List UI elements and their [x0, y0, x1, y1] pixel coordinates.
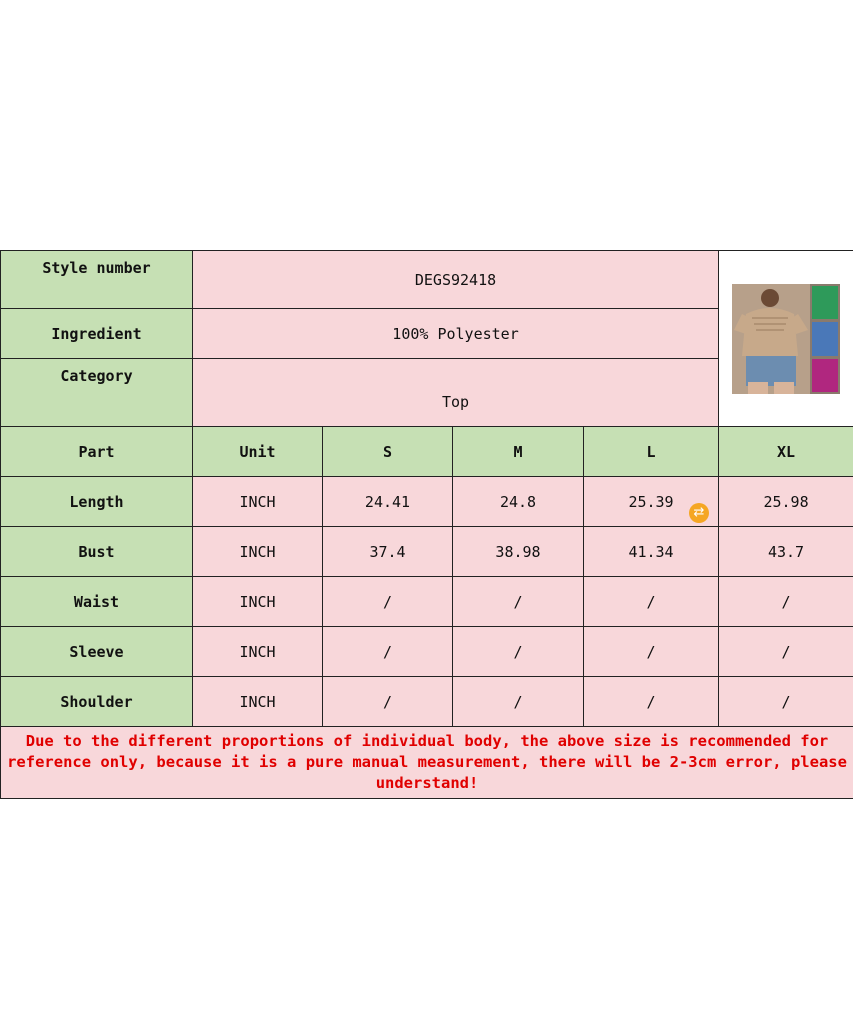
size-value: 38.98	[453, 527, 584, 577]
header-part: Part	[1, 427, 193, 477]
size-value: /	[323, 577, 453, 627]
size-header-row	[1, 427, 853, 477]
header-size-l: L	[584, 427, 719, 477]
size-value: 43.7	[719, 527, 853, 577]
disclaimer-row	[1, 727, 853, 799]
size-value: /	[453, 577, 584, 627]
product-photo	[732, 284, 840, 394]
size-value: 37.4	[323, 527, 453, 577]
part-label: Shoulder	[1, 677, 193, 727]
part-label: Bust	[1, 527, 193, 577]
category-value: Top	[193, 359, 719, 427]
ingredient-value: 100% Polyester	[193, 309, 719, 359]
unit-cell: INCH	[193, 577, 323, 627]
header-size-xl: XL	[719, 427, 853, 477]
table-row-waist	[1, 577, 853, 627]
size-value: 24.8	[453, 477, 584, 527]
size-chart	[0, 250, 853, 799]
size-value: 25.39	[584, 477, 719, 527]
size-value: /	[719, 677, 853, 727]
size-value: 24.41	[323, 477, 453, 527]
table-row-sleeve	[1, 627, 853, 677]
product-photo-image	[732, 284, 840, 394]
swap-arrows-icon[interactable]: ⇄	[689, 503, 709, 523]
size-value: /	[323, 677, 453, 727]
size-value: /	[584, 577, 719, 627]
size-value: /	[584, 627, 719, 677]
header-size-m: M	[453, 427, 584, 477]
product-photo-cell	[719, 251, 853, 427]
size-value: /	[453, 677, 584, 727]
unit-cell: INCH	[193, 677, 323, 727]
style-number-label: Style number	[1, 251, 193, 309]
product-info-table	[0, 250, 853, 799]
table-row-length	[1, 477, 853, 527]
header-unit: Unit	[193, 427, 323, 477]
category-label: Category	[1, 359, 193, 427]
disclaimer-note: Due to the different proportions of individual body, the above size is recommended for reference only, because it is a pure manual measurement, there will be 2-3cm error, please understand!	[1, 727, 853, 799]
part-label: Waist	[1, 577, 193, 627]
style-number-value: DEGS92418	[193, 251, 719, 309]
unit-cell: INCH	[193, 527, 323, 577]
part-label: Length	[1, 477, 193, 527]
unit-cell: INCH	[193, 627, 323, 677]
unit-cell: INCH	[193, 477, 323, 527]
size-value: 25.98	[719, 477, 853, 527]
header-size-s: S	[323, 427, 453, 477]
size-value: 41.34	[584, 527, 719, 577]
part-label: Sleeve	[1, 627, 193, 677]
table-row-bust	[1, 527, 853, 577]
size-value: /	[719, 577, 853, 627]
size-value: /	[584, 677, 719, 727]
size-value: /	[453, 627, 584, 677]
style-number-row	[1, 251, 853, 309]
size-value: /	[323, 627, 453, 677]
table-row-shoulder	[1, 677, 853, 727]
size-value: /	[719, 627, 853, 677]
ingredient-label: Ingredient	[1, 309, 193, 359]
